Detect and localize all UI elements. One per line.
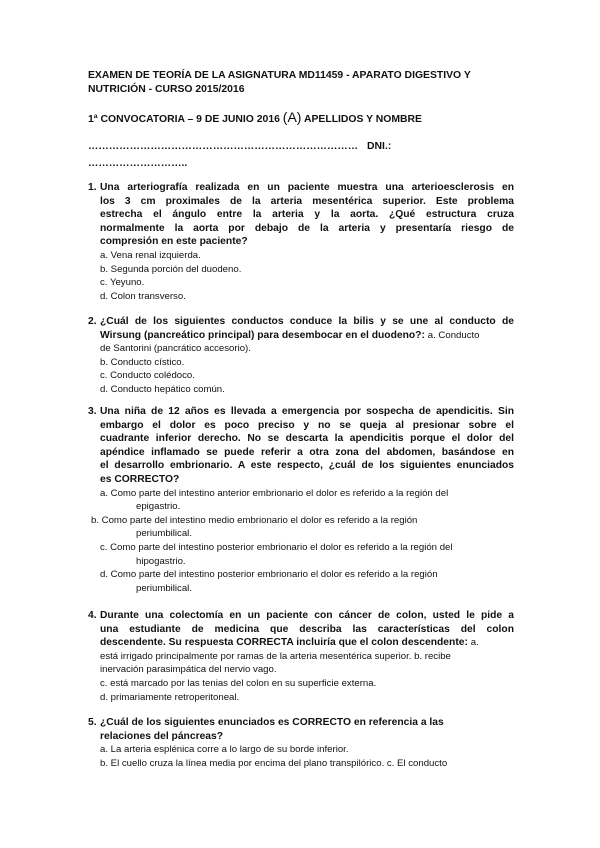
answer-option: c. está marcado por las tenias del colon en su superficie externa. — [100, 677, 377, 689]
question-number: 4. — [88, 610, 97, 621]
question-text-line: Wirsung (pancreático principal) para desembocar en el duodeno?: — [100, 329, 425, 341]
answer-option: d. Conducto hepático común. — [100, 383, 225, 395]
answer-option: c. Como parte del intestino posterior embrionario el dolor es referido a la región del — [100, 541, 453, 553]
answer-option-continued: epigastrio. — [136, 501, 181, 513]
question-text-line: estrecha el ángulo entre la arteria y la aorta. ¿Qué estructura cruza — [100, 209, 514, 221]
answer-option: d. primariamente retroperitoneal. — [100, 691, 240, 703]
dni-label: DNI.: — [367, 141, 392, 152]
question-text-line: una estudiante de medicina que describa las características del colon — [100, 623, 514, 635]
answer-option: b. Como parte del intestino medio embrionario el dolor es referido a la región — [91, 514, 418, 526]
answer-option: b. Conducto cístico. — [100, 356, 185, 368]
answer-option: a. La arteria esplénica corre a lo largo de su borde inferior. — [100, 744, 349, 756]
convocatoria-date: 1ª CONVOCATORIA – 9 DE JUNIO 2016 — [88, 114, 280, 125]
convocatoria-line — [88, 110, 528, 127]
question-3 — [88, 405, 514, 595]
question-4 — [88, 609, 514, 704]
name-field-line — [88, 140, 528, 154]
question-text-line: el desarrollo embrionario. A este respecto, ¿cuál de los siguientes enunciados — [100, 460, 514, 472]
question-text-line: compresión en este paciente? — [100, 236, 248, 248]
answer-option: b. Segunda porción del duodeno. — [100, 263, 242, 275]
answer-option: de Santorini (pancrático accesorio). — [100, 343, 251, 355]
question-text-line: normalmente la aorta por debajo de la arteria y presentaría riesgo de — [100, 222, 514, 234]
dni-field-dots[interactable]: ……………………….. — [88, 158, 188, 169]
apellidos-label: APELLIDOS Y NOMBRE — [303, 114, 422, 125]
question-text-line: descendente. Su respuesta CORRECTA incluiría que el colon descendente: — [100, 637, 468, 649]
question-5 — [88, 716, 514, 770]
answer-option: c. Yeyuno. — [100, 277, 145, 289]
question-number: 2. — [88, 316, 97, 327]
answer-option: está irrigado principalmente por ramas de la arteria mesentérica superior. b. recibe — [100, 650, 451, 662]
question-text-line: Durante una colectomía en un paciente con cáncer de colon, usted le pide a — [100, 610, 514, 621]
question-number: 1. — [88, 182, 97, 193]
question-text-line: Una arteriografía realizada en un paciente muestra una arterioesclerosis en — [100, 182, 514, 193]
answer-option: inervación parasimpática del nervio vago. — [100, 664, 277, 676]
answer-option: d. Colon transverso. — [100, 290, 186, 302]
answer-option: a. — [470, 637, 479, 649]
name-field-dots[interactable]: …………………………………………………………………… — [88, 141, 359, 152]
question-text-line: Una niña de 12 años es llevada a emergencia por sospecha de apendicitis. Sin — [100, 406, 514, 417]
exam-title-line-2: NUTRICIÓN - CURSO 2015/2016 — [88, 84, 245, 95]
question-text-line: ¿Cuál de los siguientes conductos conduce la bilis y se une al conducto de — [100, 316, 514, 327]
question-text-line: embargo el dolor es poco preciso y no se queja al presionar sobre el — [100, 419, 514, 431]
question-text-line: apéndice inflamado se puede referir a otra zona del abdomen, basándose en — [100, 446, 514, 458]
exam-title-line-1: EXAMEN DE TEORÍA DE LA ASIGNATURA MD11459 - APARATO DIGESTIVO Y — [88, 70, 471, 81]
answer-option-continued: periumbilical. — [136, 528, 192, 540]
answer-option: a. Conducto — [427, 329, 480, 341]
question-text-line: cuadrante inferior derecho. No se descarta la apendicitis porque el dolor del — [100, 433, 514, 445]
answer-option: b. El cuello cruza la línea media por encima del plano transpilórico. c. El conducto — [100, 757, 448, 769]
answer-option-continued: hipogastrio. — [136, 555, 186, 567]
question-text-line: ¿Cuál de los siguientes enunciados es CORRECTO en referencia a las — [100, 717, 444, 728]
answer-option: d. Como parte del intestino posterior embrionario el dolor es referido a la región — [100, 569, 438, 581]
question-number: 5. — [88, 717, 97, 728]
dni-field-line — [88, 157, 508, 171]
question-text-line: relaciones del páncreas? — [100, 730, 224, 742]
exam-title — [88, 69, 508, 97]
answer-option-continued: periumbilical. — [136, 582, 192, 594]
question-1 — [88, 181, 514, 303]
exam-version: (A) — [282, 109, 302, 125]
answer-option: a. Como parte del intestino anterior embrionario el dolor es referido a la región del — [100, 487, 449, 499]
question-2 — [88, 315, 514, 397]
question-number: 3. — [88, 406, 97, 417]
question-text-line: los 3 cm proximales de la arteria mesentérica superior. Este problema — [100, 195, 514, 207]
question-text-line: es CORRECTO? — [100, 473, 180, 485]
answer-option: a. Vena renal izquierda. — [100, 249, 201, 261]
answer-option: c. Conducto colédoco. — [100, 370, 195, 382]
